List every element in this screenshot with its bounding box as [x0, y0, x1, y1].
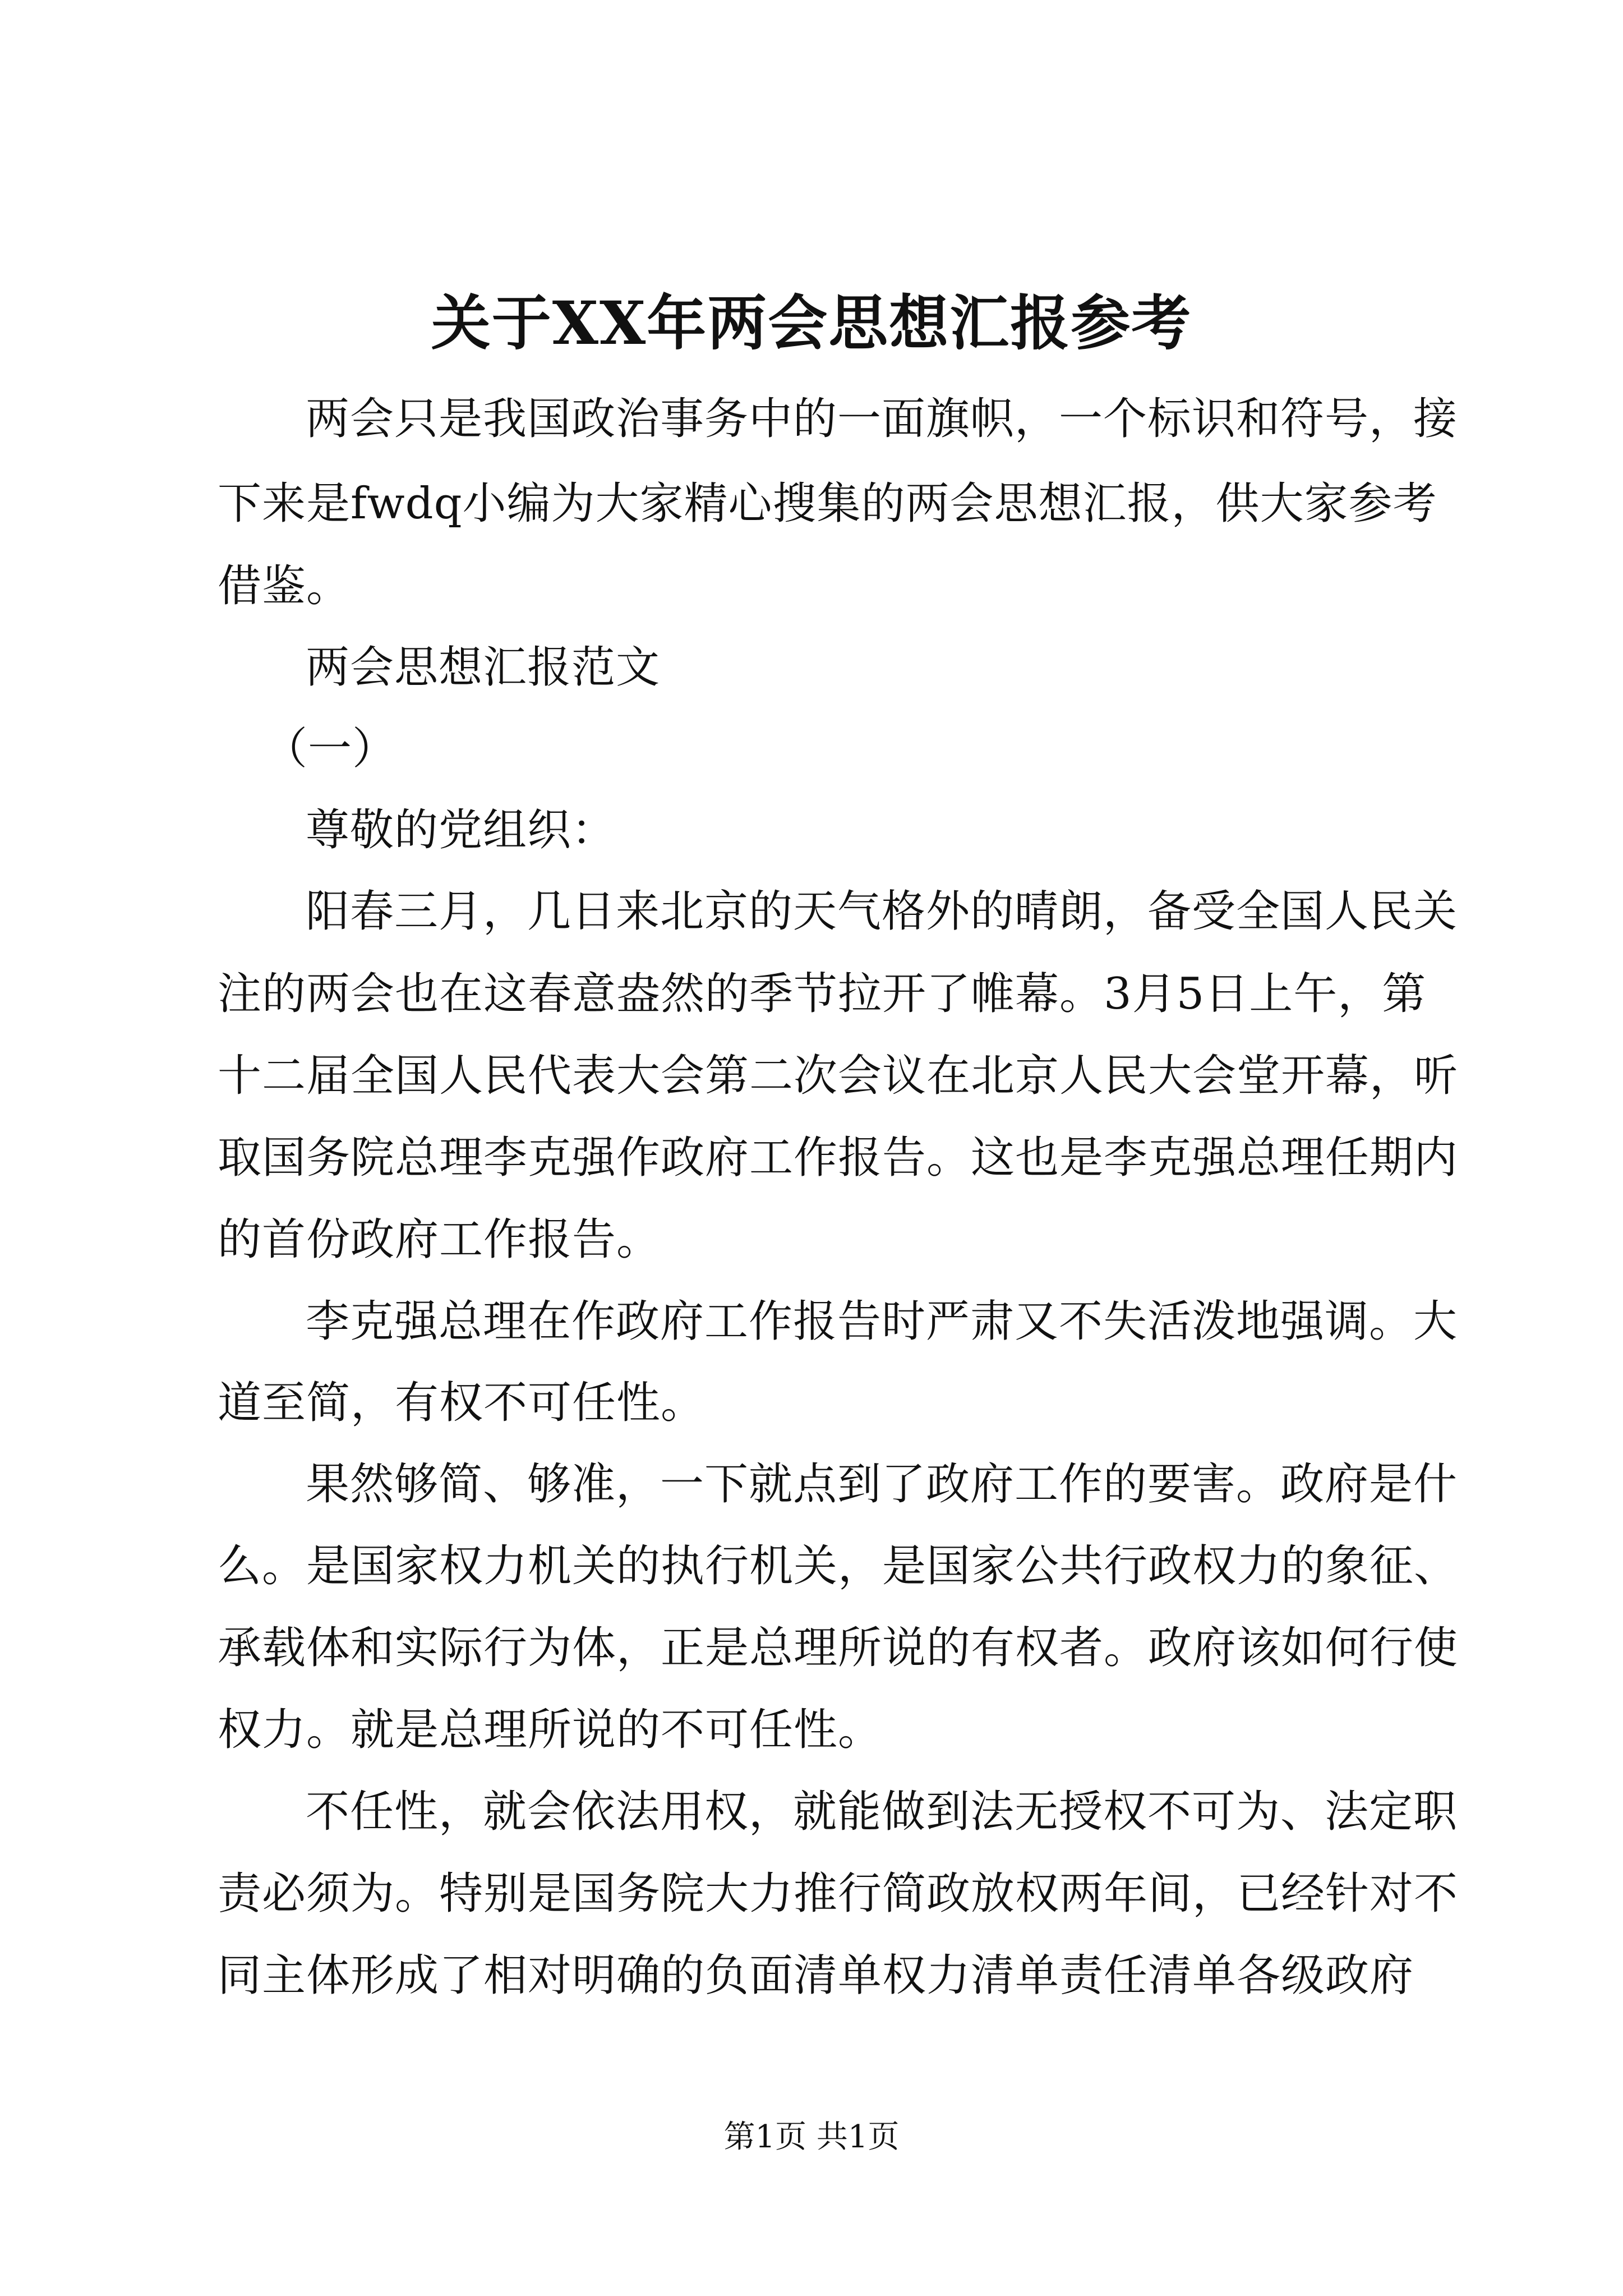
body-line: 责必须为。特别是国务院大力推行简政放权两年间，已经针对不 [218, 1869, 1459, 1919]
body-line: 两会只是我国政治事务中的一面旗帜，一个标识和符号，接 [306, 394, 1458, 444]
body-line: 阳春三月，几日来北京的天气格外的晴朗，备受全国人民关 [306, 886, 1458, 937]
body-line: 十二届全国人民代表大会第二次会议在北京人民大会堂开幕，听 [218, 1051, 1459, 1101]
page-footer: 第1页 共1页 [723, 2119, 900, 2155]
section-number: （一） [264, 724, 397, 774]
body-line: 注的两会也在这春意盎然的季节拉开了帷幕。3月5日上午，第 [218, 969, 1427, 1019]
body-line: 不任性，就会依法用权，就能做到法无授权不可为、法定职 [306, 1787, 1458, 1837]
body-line: 同主体形成了相对明确的负面清单权力清单责任清单各级政府 [218, 1950, 1414, 2001]
body-line: 下来是fwdq小编为大家精心搜集的两会思想汇报，供大家参考 [218, 478, 1437, 529]
body-line: 的首份政府工作报告。 [218, 1214, 661, 1265]
document-title: 关于XX年两会思想汇报参考 [431, 288, 1192, 358]
salutation: 尊敬的党组织： [306, 805, 616, 855]
body-line: 承载体和实际行为体，正是总理所说的有权者。政府该如何行使 [218, 1623, 1459, 1673]
body-line: 权力。就是总理所说的不可任性。 [218, 1705, 883, 1755]
body-line: 取国务院总理李克强作政府工作报告。这也是李克强总理任期内 [218, 1133, 1459, 1183]
section-heading: 两会思想汇报范文 [306, 642, 661, 693]
body-line: 李克强总理在作政府工作报告时严肃又不失活泼地强调。大 [306, 1296, 1458, 1347]
body-line: 果然够简、够准，一下就点到了政府工作的要害。政府是什 [306, 1459, 1458, 1510]
body-line: 道至简，有权不可任性。 [218, 1378, 706, 1428]
body-line: 借鉴。 [218, 561, 351, 611]
body-line: 么。是国家权力机关的执行机关，是国家公共行政权力的象征、 [218, 1541, 1459, 1591]
